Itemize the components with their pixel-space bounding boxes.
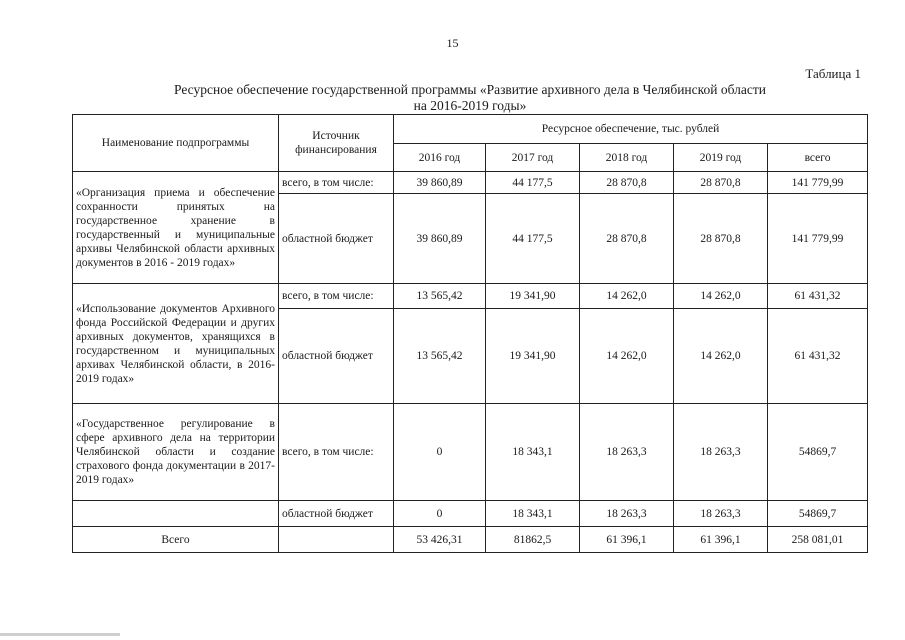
value-2017: 44 177,5 <box>486 172 580 194</box>
value-2019: 28 870,8 <box>674 194 768 284</box>
subprogram-name: «Государственное регулирование в сфере архивного дела на территории Челябинской области и создание страхового фонда документации в 2017-2019 годах» <box>73 404 279 501</box>
empty-cell <box>279 527 394 553</box>
value-2017: 18 343,1 <box>486 404 580 501</box>
title-line-1: Ресурсное обеспечение государственной программы «Развитие архивного дела в Челябинской области <box>174 82 766 97</box>
header-subprogram-name: Наименование подпрограммы <box>73 115 279 172</box>
header-year-2018: 2018 год <box>580 144 674 172</box>
value-2019: 28 870,8 <box>674 172 768 194</box>
total-row <box>73 527 868 553</box>
header-year-2019: 2019 год <box>674 144 768 172</box>
total-grand: 258 081,01 <box>768 527 868 553</box>
value-2019: 18 263,3 <box>674 501 768 527</box>
total-2017: 81862,5 <box>486 527 580 553</box>
funding-source: областной бюджет <box>279 501 394 527</box>
header-funding-source: Источник финансирования <box>279 115 394 172</box>
total-label: Всего <box>73 527 279 553</box>
value-2016: 13 565,42 <box>394 309 486 404</box>
value-2016: 39 860,89 <box>394 172 486 194</box>
header-year-2017: 2017 год <box>486 144 580 172</box>
resource-table <box>72 114 868 553</box>
empty-cell <box>73 501 279 527</box>
funding-source: областной бюджет <box>279 194 394 284</box>
total-2019: 61 396,1 <box>674 527 768 553</box>
value-total: 54869,7 <box>768 501 868 527</box>
value-total: 54869,7 <box>768 404 868 501</box>
value-2018: 28 870,8 <box>580 172 674 194</box>
value-2017: 44 177,5 <box>486 194 580 284</box>
funding-source: областной бюджет <box>279 309 394 404</box>
page-number: 15 <box>446 36 459 50</box>
total-2018: 61 396,1 <box>580 527 674 553</box>
value-total: 141 779,99 <box>768 172 868 194</box>
header-resources: Ресурсное обеспечение, тыс. рублей <box>394 115 868 144</box>
value-2016: 39 860,89 <box>394 194 486 284</box>
table-row <box>73 172 868 194</box>
value-2016: 0 <box>394 501 486 527</box>
value-2017: 19 341,90 <box>486 284 580 309</box>
title-line-2: на 2016-2019 годы» <box>413 98 527 113</box>
funding-source: всего, в том числе: <box>279 284 394 309</box>
table-row <box>73 284 868 309</box>
value-2017: 19 341,90 <box>486 309 580 404</box>
value-2019: 14 262,0 <box>674 309 768 404</box>
scan-edge-mark <box>0 633 120 636</box>
value-total: 61 431,32 <box>768 284 868 309</box>
header-year-2016: 2016 год <box>394 144 486 172</box>
subprogram-name: «Использование документов Архивного фонда Российской Федерации и других архивных документов, хранящихся в государственном и муниципальных архивах Челябинской области, в 2016-2019 годах» <box>73 284 279 404</box>
document-title <box>70 82 870 114</box>
value-2017: 18 343,1 <box>486 501 580 527</box>
value-2016: 0 <box>394 404 486 501</box>
funding-source: всего, в том числе: <box>279 404 394 501</box>
table-row <box>73 501 868 527</box>
value-2018: 28 870,8 <box>580 194 674 284</box>
table-row <box>73 404 868 501</box>
value-2018: 14 262,0 <box>580 284 674 309</box>
value-2016: 13 565,42 <box>394 284 486 309</box>
subprogram-name: «Организация приема и обеспечение сохранности принятых на государственное хранение в государственный и муниципальные архивы Челябинской области архивных документов в 2016 - 2019 годах» <box>73 172 279 284</box>
value-2019: 14 262,0 <box>674 284 768 309</box>
value-2018: 18 263,3 <box>580 501 674 527</box>
value-total: 141 779,99 <box>768 194 868 284</box>
table-label: Таблица 1 <box>805 66 861 81</box>
total-2016: 53 426,31 <box>394 527 486 553</box>
header-total: всего <box>768 144 868 172</box>
value-total: 61 431,32 <box>768 309 868 404</box>
funding-source: всего, в том числе: <box>279 172 394 194</box>
value-2019: 18 263,3 <box>674 404 768 501</box>
value-2018: 14 262,0 <box>580 309 674 404</box>
value-2018: 18 263,3 <box>580 404 674 501</box>
